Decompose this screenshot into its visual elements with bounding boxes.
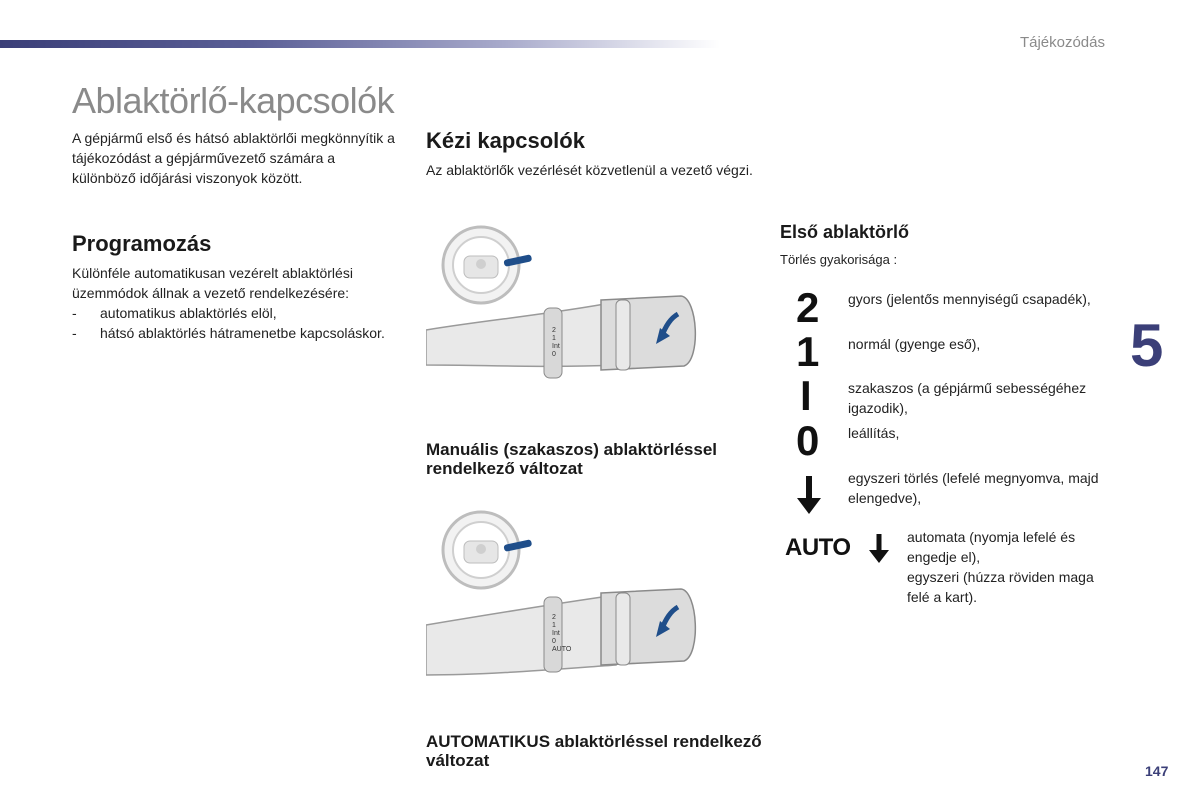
wiper-stalk-body (426, 296, 695, 378)
stalk-label: 1 (552, 335, 556, 342)
mode-text-fast: gyors (jelentős mennyiségű csapadék), (848, 291, 1091, 307)
page-title: Ablaktörlő-kapcsolók (72, 80, 395, 121)
mode-symbol-1: 1 (796, 328, 820, 375)
kezi-heading: Kézi kapcsolók (426, 128, 585, 153)
manual-stalk-illustration (426, 220, 716, 400)
mode-symbol-intermittent: I (800, 372, 812, 419)
auto-stalk-illustration (426, 505, 716, 685)
mode-text-single: egyszeri törlés (lefelé megnyomva, majd elengedve), (848, 470, 1099, 506)
mode-text-auto-line1: automata (nyomja lefelé és engedje el), (907, 529, 1076, 565)
mode-text-intermittent: szakaszos (a gépjármű sebességéhez igazodik), (848, 380, 1087, 416)
steering-wheel-icon (443, 227, 532, 303)
list-dash: - (72, 305, 77, 321)
down-arrow-icon (795, 476, 823, 516)
chapter-number: 5 (1130, 312, 1164, 379)
auto-variant-heading: AUTOMATIKUS ablaktörléssel rendelkező változat (426, 732, 762, 770)
mode-text-auto-line2: egyszeri (húzza röviden maga felé a kart). (907, 569, 1094, 605)
programozas-list (72, 303, 402, 343)
stalk-label: AUTO (552, 646, 572, 653)
first-wiper-heading: Első ablaktörlő (780, 222, 910, 242)
mode-symbol-0: 0 (796, 417, 820, 464)
programozas-heading: Programozás (72, 231, 212, 256)
section-header: Tájékozódás (1019, 34, 1105, 51)
page-number: 147 (1145, 763, 1169, 779)
mode-symbol-2: 2 (796, 284, 820, 331)
frequency-label: Törlés gyakorisága : (780, 252, 898, 267)
list-item-text: hátsó ablaktörlés hátramenetbe kapcsoláskor. (100, 325, 385, 341)
down-arrow-icon (868, 534, 890, 564)
stalk-label: Int (552, 343, 560, 350)
stalk-label: 0 (552, 351, 556, 358)
auto-symbol: AUTO (785, 534, 851, 561)
list-item (72, 323, 402, 343)
intro-paragraph: A gépjármű első és hátsó ablaktörlői megkönnyítik a tájékozódást a gépjárművezető számára a különböző időjárási viszonyok között. (72, 130, 395, 186)
list-dash: - (72, 325, 77, 341)
header-gradient-bar (0, 40, 720, 48)
stalk-label: 0 (552, 638, 556, 645)
programozas-text: Különféle automatikusan vezérelt ablaktörlési üzemmódok állnak a vezető rendelkezésére: (72, 265, 353, 301)
list-item-text: automatikus ablaktörlés elöl, (100, 305, 277, 321)
steering-wheel-icon (443, 512, 532, 588)
mode-text-normal: normál (gyenge eső), (848, 336, 981, 352)
mode-text-off: leállítás, (848, 425, 900, 441)
wiper-stalk-body (426, 589, 695, 675)
stalk-label: 2 (552, 327, 556, 334)
manual-variant-heading: Manuális (szakaszos) ablaktörléssel rendelkező változat (426, 440, 718, 478)
kezi-text: Az ablaktörlők vezérlését közvetlenül a vezető végzi. (426, 162, 753, 178)
stalk-label: 1 (552, 622, 556, 629)
mode-text-auto (907, 527, 1107, 607)
list-item (72, 303, 402, 323)
stalk-label: 2 (552, 614, 556, 621)
stalk-label: Int (552, 630, 560, 637)
